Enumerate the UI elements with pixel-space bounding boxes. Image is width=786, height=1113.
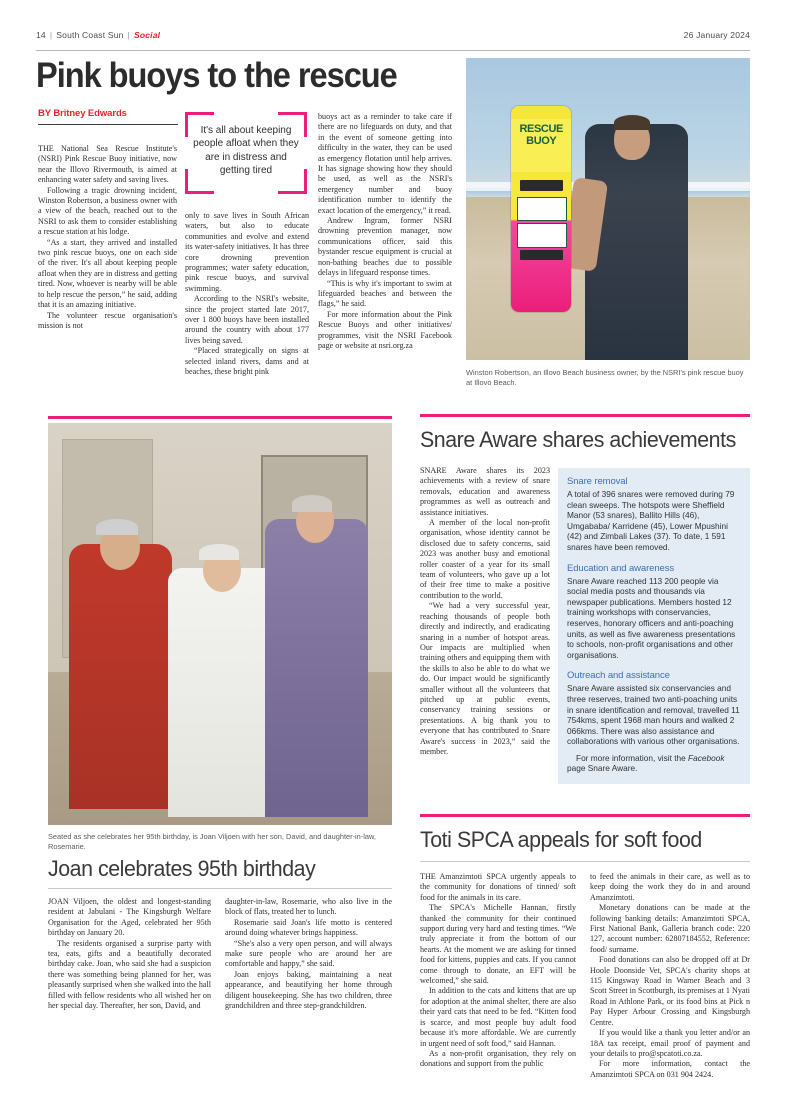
masthead-separator-1: | [49,30,53,40]
infobox-heading-snare-removal: Snare removal [567,476,628,487]
photo-rosemarie-body [265,519,368,816]
infobox-body-outreach-assistance: Snare Aware assisted six conservancies and three reserves, trained two anti-poaching units in snare identification and removal, travelled 11 754kms, spent 1968 man hours and walked 2 066kms. There was also assistance and collaborations with various other organisations. [567,683,740,747]
snare-column-1 [420,466,550,757]
infobox-body-snare-removal: A total of 396 snares were removed during 79 clean sweeps. The hotspots were Sheffield Manor (53 snares), Ballito Hills (46), Umgababa/ Karridene (45), Lower Mpushini (42) and Zimbali Lakes (37). To date, 1 591 snares have been removed. [567,489,735,552]
paragraph: According to the NSRI's website, since the project started late 2017, over 1 800 buoys have been installed around the country with about 177 lives being saved. [185,294,309,345]
paragraph: Following a tragic drowning incident, Winston Robertson, a business owner with a view of the beach, reached out to the NSRI to ask them to consider establishing a rescue station at his lodge. [38,185,177,237]
paragraph: The residents organised a surprise party with tea, eats, gifts and a beautifully decorated birthday cake. Joan, who said she had a suspicion there was something being planned for her, was pleasantly surprised when she walked into the hall filled with fellow residents who all wished her on her special day. Thereafter, her son, David, and [48,938,211,1011]
paragraph: JOAN Viljoen, the oldest and longest-standing resident at Jabulani - The Kingsburgh Welfare Organisation for the Aged, celebrated her 95th birthday on January 20. [48,897,211,938]
paragraph: A member of the local non-profit organisation, whose identity cannot be disclosed due to safety concerns, said 2023 was another busy and emotional roller coaster of a year for its small team of volunteers, who gave up a lot of their free time to make a positive contribution to the world. [420,518,550,600]
caption-joan-viljoen: Seated as she celebrates her 95th birthday, is Joan Viljoen with her son, David, and daughter-in-law, Rosemarie. [48,832,376,851]
infobox-heading-education-awareness: Education and awareness [567,562,675,574]
photo-david-body [69,544,172,809]
pull-quote-text: It's all about keeping people afloat when they are in distress and getting tired [193,125,299,176]
photo-person-body [585,124,687,360]
paragraph: The SPCA's Michelle Hannan, firstly thanked the community for their continued support during very hard and testing times. “We truly appreciate it from the bottom of our hearts. At the moment we are asking for tinned food for kittens, puppies and cats. If you cannot come through to donate, an EFT will be welcomed,” she said. [420,903,576,986]
photo-david-hair [96,519,138,535]
paragraph: In addition to the cats and kittens that are up for adoption at the animal shelter, there are also their yard cats that need to be fed. “Kitten food is scarce, and most people buy adult food because it's more affordable. We are currently in urgent need of soft food,” said Hannan. [420,986,576,1048]
infobox-more-info-suffix: page Snare Aware. [567,763,638,774]
paragraph: As a non-profit organisation, they rely on donations and support from the public [420,1048,576,1069]
pull-quote [185,112,307,194]
paragraph: The volunteer rescue organisation's mission is not [38,310,177,330]
buoys-column-2 [185,211,309,378]
paragraph: only to save lives in South African waters, but also to educate communities and evolve and extend its water-safety initiatives. It has three core drowning prevention programmes; water safety education, pink rescue buoys, and survival swimming. [185,211,309,293]
buoys-column-1 [38,144,177,331]
buoy-label-line-2: BUOY [526,134,557,147]
paragraph: If you would like a thank you letter and/or an 18A tax receipt, email proof of payment and your details to pro@spcatoti.co.za. [590,1028,750,1058]
headline-snare-aware: Snare Aware shares achievements [420,427,736,452]
divider-pink-snare [420,414,750,417]
paragraph: THE Amanzimtoti SPCA urgently appeals to the community for donations of tinned/ soft food for the animals in its care. [420,872,576,902]
paragraph: to feed the animals in their care, as well as to keep doing the work they do in and around Amanzimtoti. [590,872,750,902]
spca-column-1 [420,872,576,1070]
photo-rosemarie-hair [292,495,332,512]
paragraph: THE National Sea Rescue Institute's (NSRI) Pink Rescue Buoy initiative, now near the Illovo Rivermouth, is aimed at enhancing water safety and saving lives. [38,144,177,185]
paragraph: For more information about the Pink Rescue Buoys and other initiatives/ programmes, visit the NSRI Facebook page or website at nsri.org.za [318,309,452,350]
photo-joan-hair [199,544,239,560]
paragraph: Joan enjoys baking, maintaining a neat appearance, and beautifying her home through diligent housekeeping. She has two children, three grandchildren and three step-grandchildren. [225,969,392,1011]
paragraph: For more information, contact the Amanzimtoti SPCA on 031 904 2424. [590,1059,750,1079]
paragraph: daughter-in-law, Rosemarie, who also live in the block of flats, treated her to lunch. [225,897,392,917]
infobox-heading-outreach-assistance: Outreach and assistance [567,670,670,682]
infobox-body-more-information [567,753,741,774]
photo-pink-rescue-buoy [511,106,571,311]
joan-column-2 [225,897,392,1011]
headline-toti-spca: Toti SPCA appeals for soft food [420,827,702,852]
paragraph: Food donations can also be dropped off at Dr Hoole Doonside Vet, SPCA's charity shops at 115 Kingsway Road in Warner Beach and 3 Scott Street in Scottburgh, its premises at 1 Nyati Road in Athlone Park, or its food bins at Pick n Pay Hyper Arbour Crossing and Kingsburgh Centre. [590,955,750,1027]
paragraph: SNARE Aware shares its 2023 achievements with a review of snare removals, education and awareness programmes as well as outreach and assistance initiatives. [420,466,550,517]
buoy-sign-1 [520,180,563,190]
paragraph: Andrew Ingram, former NSRI drowning prevention manager, now communications officer, said this bystander rescue equipment is crucial at non-bathing beaches due to possible delays in lifeguard response times. [318,216,452,278]
infobox-more-info-italic: Facebook [688,752,725,763]
paragraph: “As a start, they arrived and installed two pink rescue buoys, one on each side of the river. It's all about keeping people afloat when they are in distress and getting tired. Now, whoever is nearby will be able to help rescue the person,” he said, adding that it is an amazing initiative. [38,237,177,310]
issue-date: 26 January 2024 [683,30,750,40]
headline-pink-buoys: Pink buoys to the rescue [36,56,397,95]
infobox-more-info-prefix: For more information, visit the [576,752,689,763]
infobox-body-education-awareness: Snare Aware reached 113 200 people via social media posts and thousands via newspaper publications. Members hosted 12 training workshops with conservancies, reserves, honorary officers and anti-poaching units, as well as five awareness presentations to schools, non-profit organisations and other organisations. [567,575,736,660]
divider-grey-joan [48,888,392,889]
paragraph: “This is why it's important to swim at lifeguarded beaches and between the flags,” he said. [318,278,452,309]
divider-pink-joan [48,416,392,419]
caption-winston-robertson: Winston Robertson, an Illovo Beach business owner, by the NSRI's pink rescue buoy at Illovo Beach. [466,368,744,387]
buoy-label-text [511,123,571,147]
byline-britney-edwards: BY Britney Edwards [38,108,178,125]
buoys-column-3 [318,112,452,351]
buoy-sign-3 [517,223,567,248]
page-number: 14 [36,30,46,40]
divider-grey-spca [420,861,750,862]
publication-name: South Coast Sun [56,30,124,40]
masthead-separator-2: | [127,30,130,40]
section-name: Social [133,30,161,40]
photo-joan-viljoen [48,423,392,825]
paragraph: “Placed strategically on signs at selected inland rivers, dams and at beaches, these bright pink [185,346,309,377]
snare-aware-infobox [558,468,750,784]
spca-column-2 [590,872,750,1080]
paragraph: Monetary donations can be made at the following banking details: Amanzimtoti SPCA, First National Bank, Galleria branch code: 220 127, account number: 62807184552, Reference: food/ surname. [590,903,750,954]
paragraph: Rosemarie said Joan's life motto is centered around doing whatever brings happiness. [225,917,392,938]
masthead-left [36,30,160,40]
photo-joan-body [168,568,278,817]
paragraph: “She's also a very open person, and will always make sure people who are around her are comfortable and happy,” she said. [225,938,392,969]
divider-pink-spca [420,814,750,817]
paragraph: “We had a very successful year, reaching thousands of people both directly and indirectly, and eradicating snaring in a number of hotspot areas. Our impacts are multiplied when training others and equipping them with the skills to also be able to do what we do. Our impact would be significantly smaller without all the volunteers that pitched up at public events, conservancy training sessions or presentations. A big thank you to everyone that has contributed to Snare Aware's success in 2023,” said the member. [420,601,550,756]
buoy-sign-4 [520,250,563,260]
buoy-label-line-1: RESCUE [519,122,563,135]
buoy-sign-2 [517,197,567,222]
photo-person-hair [614,115,650,130]
photo-winston-robertson [466,58,750,360]
joan-column-1 [48,897,211,1011]
headline-joan-birthday: Joan celebrates 95th birthday [48,856,316,881]
paragraph: buoys act as a reminder to take care if there are no lifeguards on duty, and that in the event of someone getting into difficulty in the water, they can be used as emergency flotation until help arrives. It has signage showing how they should be used, as well as the NSRI's emergency number and buoy identification number to identify the exact location of the emergency,” it read. [318,112,452,215]
masthead [36,30,750,51]
